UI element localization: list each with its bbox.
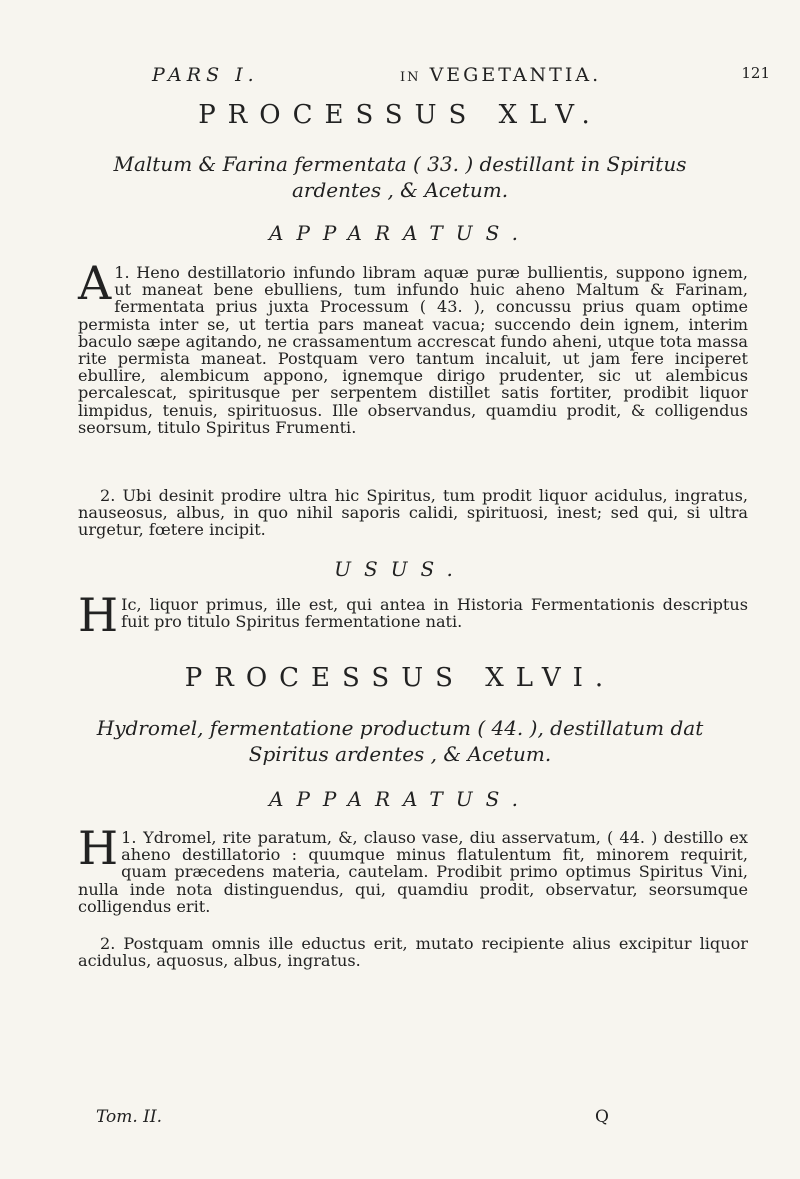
paragraph-number: 1. [121,828,137,847]
process45-usus-paragraph [78,588,748,642]
paragraph-number: 1. [114,263,130,282]
drop-cap-initial: A [78,256,112,310]
footer-volume: Tom. II. [96,1107,163,1127]
process46-paragraph-2 [78,935,748,969]
process46-paragraph-1 [78,821,748,916]
process45-paragraph-1 [78,256,748,437]
paragraph-text: Heno destillatorio infundo libram aquæ puræ bullientis, suppono ignem, ut maneat bene ebulliens, tum infundo huic aheno Maltum & Farinam, fermentata prius juxta Processum ( 43. ), concussu prius quam optime permista inter se, ut tertia pars maneat vacua; succendo dein ignem, interim baculo sæpe agitando, ne crassamentum accrescat fundo aheni, utque tota massa rite permista maneat. Postquam vero tantum incaluit, ut jam fere inciperet ebullire, alembicum appono, ignemque dirigo prudenter, sic ut alembicus percalescat, spiritusque per serpentem distillet satis fortiter, prodibit liquor limpidus, tenuis, spirituosus. Ille observandus, quamdiu prodit, & colligendus seorsum, titulo Spiritus Frumenti. [78,263,748,437]
page-number: 121 [741,64,770,82]
paragraph-text: Ydromel, rite paratum, &, clauso vase, diu asservatum, ( 44. ) destillo ex aheno destillatorio : quumque minus flatulentum fit, minorem requirit, quam præcedens materia, cautelam. Prodibit primo optimus Spiritus Vini, nulla inde nota distinguendus, qui, quamdiu prodit, observatur, seorsumque colligendus erit. [78,828,748,916]
process46-heading-line1: Hydromel, fermentatione productum ( 44. ), destillatum dat [96,716,704,740]
process46-apparatus-label: APPARATUS. [269,787,531,811]
process45-paragraph-2 [78,487,748,539]
process45-apparatus-label: APPARATUS. [269,221,531,245]
paragraph-text: Postquam omnis ille eductus erit, mutato recipiente alius excipitur liquor acidulus, aquosus, albus, ingratus. [78,934,748,971]
paragraph-number: 2. [100,486,116,505]
drop-cap-initial: H [78,821,119,875]
running-head-section [400,64,601,86]
running-head-part: PARS I. [152,64,259,86]
paragraph-number: 2. [100,934,116,953]
paragraph-text: Ic, liquor primus, ille est, qui antea in Historia Fermentationis descriptus fuit pro titulo Spiritus fermentatione nati. [121,595,748,632]
paragraph-text: Ubi desinit prodire ultra hic Spiritus, tum prodit liquor acidulus, ingratus, nauseosus, albus, in quo nihil saporis calidi, spirituosi, inest; sed qui, si ultra urgetur, fœtere incipit. [78,486,748,540]
process46-heading-line2: Spiritus ardentes , & Acetum. [248,742,552,766]
running-head-title: VEGETANTIA. [429,64,602,86]
running-head [140,60,770,90]
process46-title: PROCESSUS XLVI. [184,663,616,693]
process45-title: PROCESSUS XLV. [198,100,602,130]
process45-heading-line2: ardentes , & Acetum. [291,178,509,202]
footer-signature: Q [595,1107,609,1127]
process45-usus-label: USUS. [334,557,466,581]
process45-heading-line1: Maltum & Farina fermentata ( 33. ) destillant in Spiritus [113,152,687,176]
running-head-in: IN [400,70,421,85]
drop-cap-initial: H [78,588,119,642]
